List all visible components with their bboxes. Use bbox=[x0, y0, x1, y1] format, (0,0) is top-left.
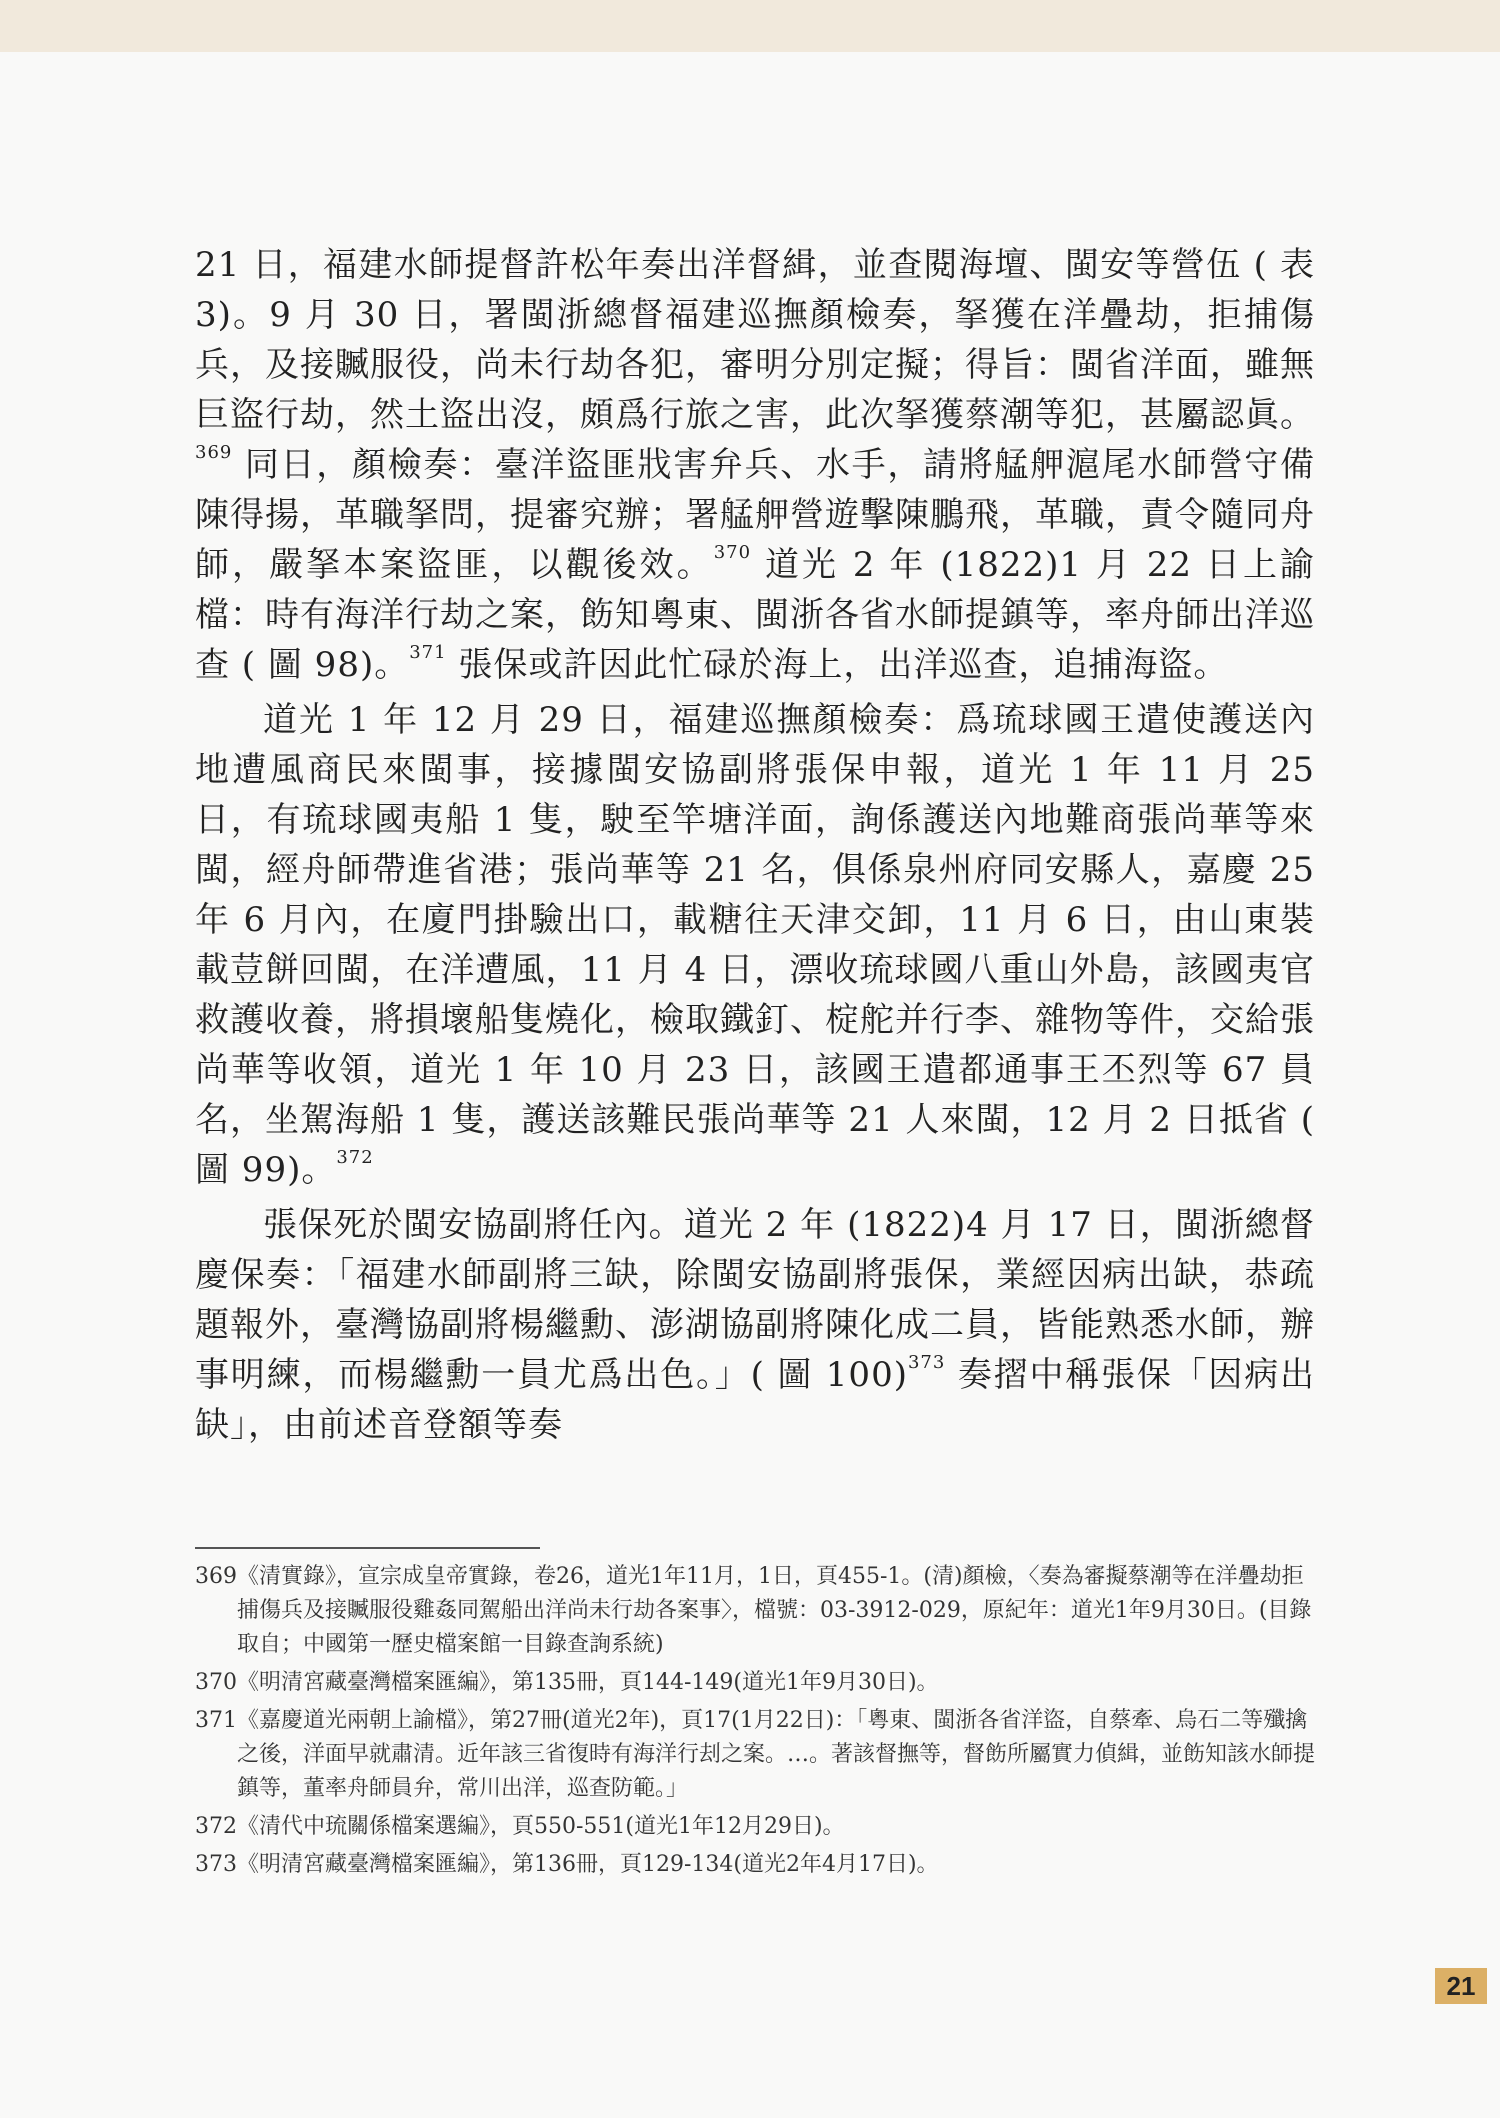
paragraph-3-text-b: 奏摺中稱張保「因病出缺」，由前述音登額等奏 bbox=[195, 1355, 1315, 1445]
body-text bbox=[195, 240, 1315, 1450]
footnote-370: 370《明清宮藏臺灣檔案匯編》，第135冊，頁144-149(道光1年9月30日)。 bbox=[195, 1670, 939, 1695]
footnote-371: 371《嘉慶道光兩朝上諭檔》，第27冊(道光2年)，頁17(1月22日)：「粵東、閩浙各省洋盜，自蔡牽、烏石二等殲擒之後，洋面早就肅清。近年該三省復時有海洋行刦之案。…。著該督撫等，督飭所屬實力偵緝，並飭知該水師提鎮等，董率舟師員弁，常川出洋，巡查防範。」 bbox=[195, 1708, 1316, 1801]
footnote-divider bbox=[195, 1547, 540, 1549]
paragraph-1-text-b: 同日，顏檢奏：臺洋盜匪戕害弁兵、水手，請將艋舺滬尾水師營守備陳得揚，革職拏問，提審究辦；署艋舺營遊擊陳鵬飛，革職，責令隨同舟師，嚴拏本案盜匪，以觀後效。 bbox=[195, 445, 1315, 585]
paragraph-1-text-a: 21 日，福建水師提督許松年奏出洋督緝，並查閱海壇、閩安等營伍 ( 表 3)。9 月 30 日，署閩浙總督福建巡撫顏檢奏，拏獲在洋疊劫，拒捕傷兵，及接贓服役，尚未行劫各犯，審明分別定擬；得旨：閩省洋面，雖無巨盜行劫，然土盜出沒，頗爲行旅之害，此次拏獲蔡潮等犯，甚屬認眞。 bbox=[195, 245, 1315, 435]
footnote-ref-372[interactable]: 372 bbox=[336, 1146, 374, 1168]
footnotes bbox=[195, 1560, 1315, 1886]
top-color-band bbox=[0, 0, 1500, 52]
footnote-372: 372《清代中琉關係檔案選編》，頁550-551(道光1年12月29日)。 bbox=[195, 1814, 845, 1839]
footnote-373: 373《明清宮藏臺灣檔案匯編》，第136冊，頁129-134(道光2年4月17日)。 bbox=[195, 1852, 939, 1877]
page-number: 21 bbox=[1435, 1968, 1487, 2004]
paragraph-1-text-d: 張保或許因此忙碌於海上，出洋巡查，追捕海盜。 bbox=[446, 645, 1229, 685]
footnote-ref-370[interactable]: 370 bbox=[713, 541, 752, 563]
paragraph-2 bbox=[195, 695, 1315, 1195]
footnote-ref-371[interactable]: 371 bbox=[409, 641, 447, 663]
paragraph-3 bbox=[195, 1200, 1315, 1450]
footnote-ref-369[interactable]: 369 bbox=[195, 441, 233, 463]
paragraph-2-text: 道光 1 年 12 月 29 日，福建巡撫顏檢奏：爲琉球國王遣使護送內地遭風商民來閩事，接據閩安協副將張保申報，道光 1 年 11 月 25 日，有琉球國夷船 1 隻，駛至竿塘洋面，詢係護送內地難商張尚華等來閩，經舟師帶進省港；張尚華等 21 名，俱係泉州府同安縣人，嘉慶 25 年 6 月內，在廈門掛驗出口，載糖往天津交卸，11 月 6 日，由山東裝載荳餅回閩，在洋遭風，11 月 4 日，漂收琉球國八重山外島，該國夷官救護收養，將損壞船隻燒化，檢取鐵釘、椗舵并行李、雜物等件，交給張尚華等收領，道光 1 年 10 月 23 日，該國王遣都通事王丕烈等 67 員名，坐駕海船 1 隻，護送該難民張尚華等 21 人來閩，12 月 2 日抵省 ( 圖 99)。 bbox=[195, 700, 1315, 1190]
footnote-369: 369《清實錄》，宣宗成皇帝實錄，卷26，道光1年11月，1日，頁455-1。(清)顏檢，〈奏為審擬蔡潮等在洋疊劫拒捕傷兵及接贓服役雞姦同駕船出洋尚未行劫各案事〉，檔號：03-3912-029，原紀年：道光1年9月30日。(目錄取自；中國第一歷史檔案館一目錄查詢系統) bbox=[195, 1564, 1312, 1657]
paragraph-3-text-a: 張保死於閩安協副將任內。道光 2 年 (1822)4 月 17 日，閩浙總督慶保奏：「福建水師副將三缺，除閩安協副將張保，業經因病出缺，恭疏題報外，臺灣協副將楊繼勳、澎湖協副將陳化成二員，皆能熟悉水師，辦事明練，而楊繼勳一員尤爲出色。」( 圖 100) bbox=[195, 1205, 1315, 1395]
paragraph-1 bbox=[195, 240, 1315, 690]
paragraph-1-text-c: 道光 2 年 (1822)1 月 22 日上諭檔：時有海洋行劫之案，飭知粵東、閩浙各省水師提鎮等，率舟師出洋巡查 ( 圖 98)。 bbox=[195, 545, 1316, 685]
footnote-ref-373[interactable]: 373 bbox=[907, 1351, 946, 1373]
